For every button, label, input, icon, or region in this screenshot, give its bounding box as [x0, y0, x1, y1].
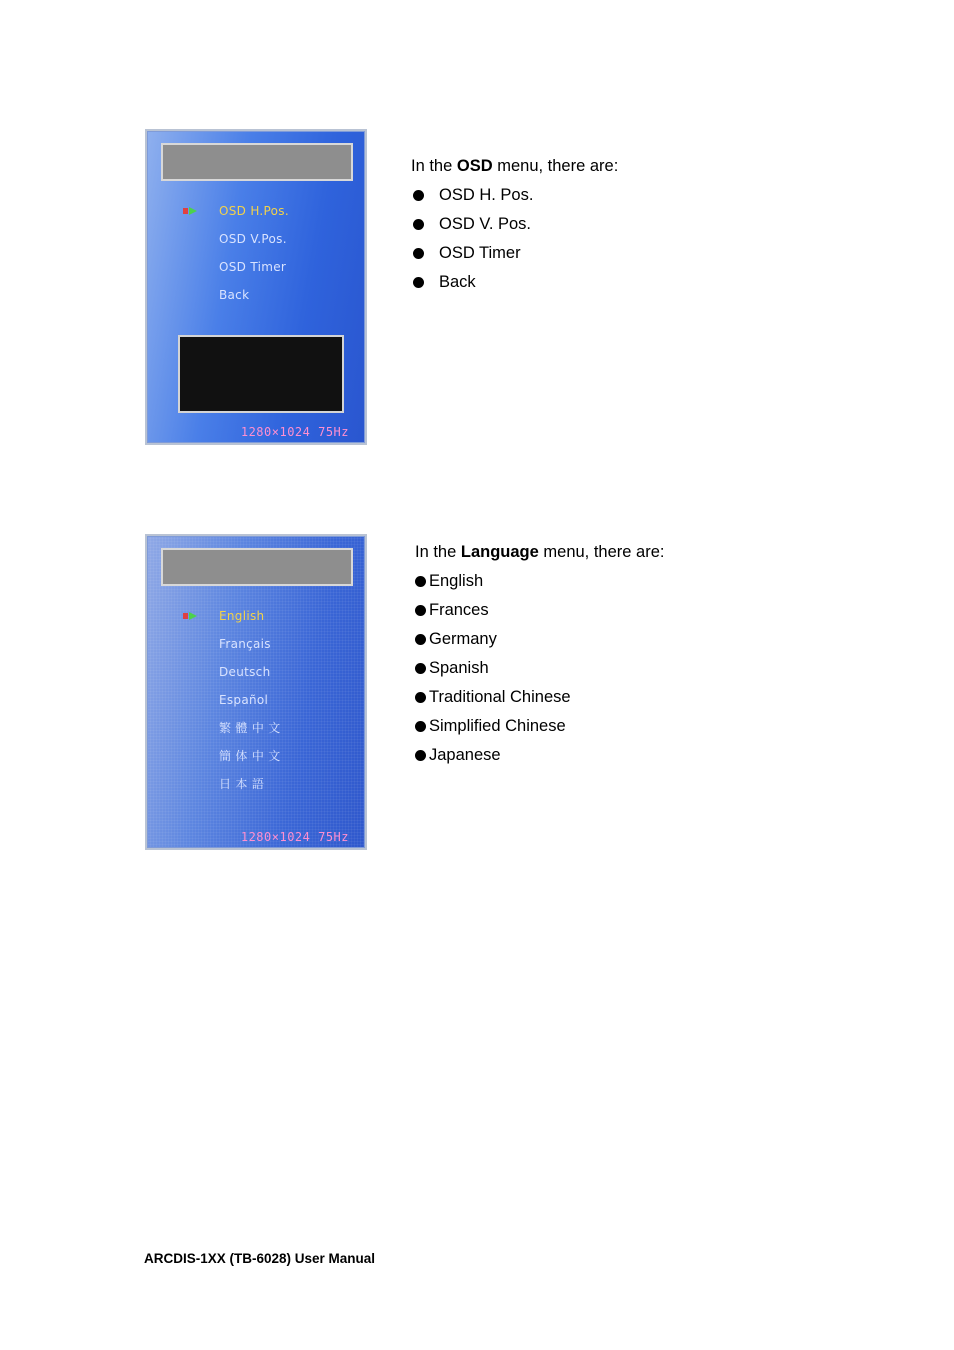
language-bullet-list	[415, 571, 664, 765]
bullet-icon	[413, 277, 424, 288]
bullet-icon	[413, 219, 424, 230]
language-menu-item-traditional-chinese[interactable]: 繁 體 中 文	[219, 721, 281, 735]
osd-menu-item-osd-v-pos[interactable]: OSD V.Pos.	[219, 232, 287, 246]
bullet-icon	[415, 692, 426, 703]
osd-menu-screenshot	[145, 129, 367, 445]
language-menu-screenshot	[145, 534, 367, 850]
list-item: Japanese	[415, 745, 664, 765]
page-footer: ARCDIS-1XX (TB-6028) User Manual	[144, 1251, 376, 1266]
language-menu-item-espanol[interactable]: Español	[219, 693, 269, 707]
list-item: Simplified Chinese	[415, 716, 664, 736]
osd-resolution-readout: 1280×1024 75Hz	[240, 425, 349, 439]
list-item: Traditional Chinese	[415, 687, 664, 707]
bullet-icon	[415, 750, 426, 761]
selection-arrow-icon	[183, 612, 197, 620]
list-item: OSD Timer	[411, 243, 618, 263]
osd-title-bar	[161, 143, 353, 181]
language-menu-item-francais[interactable]: Français	[219, 637, 271, 651]
osd-menu-item-back[interactable]: Back	[219, 288, 250, 302]
osd-menu-list	[147, 197, 365, 309]
list-item: Germany	[415, 629, 664, 649]
bullet-icon	[415, 721, 426, 732]
bullet-icon	[413, 248, 424, 259]
selection-arrow-icon	[183, 207, 197, 215]
list-item: Back	[411, 272, 618, 292]
list-item: OSD H. Pos.	[411, 185, 618, 205]
bullet-icon	[415, 663, 426, 674]
language-menu-item-english[interactable]: English	[147, 602, 365, 630]
osd-preview-window	[178, 335, 344, 413]
bullet-icon	[413, 190, 424, 201]
language-menu-item-deutsch[interactable]: Deutsch	[219, 665, 271, 679]
bullet-icon	[415, 576, 426, 587]
language-title-bar	[161, 548, 353, 586]
language-resolution-readout: 1280×1024 75Hz	[240, 830, 349, 844]
list-item: English	[415, 571, 664, 591]
osd-menu-item-osd-h-pos[interactable]: OSD H.Pos.	[147, 197, 365, 225]
language-intro: In the Language menu, there are:	[415, 543, 665, 561]
list-item: OSD V. Pos.	[411, 214, 618, 234]
language-menu-list	[147, 602, 365, 798]
osd-intro: In the OSD menu, there are:	[411, 157, 619, 175]
osd-description	[411, 156, 618, 301]
bullet-icon	[415, 634, 426, 645]
osd-menu-item-osd-timer[interactable]: OSD Timer	[219, 260, 287, 274]
list-item: Spanish	[415, 658, 664, 678]
bullet-icon	[415, 605, 426, 616]
language-menu-item-japanese[interactable]: 日 本 語	[219, 777, 265, 791]
osd-bullet-list	[411, 185, 618, 292]
language-menu-item-simplified-chinese[interactable]: 簡 体 中 文	[219, 749, 281, 763]
language-description	[415, 542, 664, 774]
list-item: Frances	[415, 600, 664, 620]
